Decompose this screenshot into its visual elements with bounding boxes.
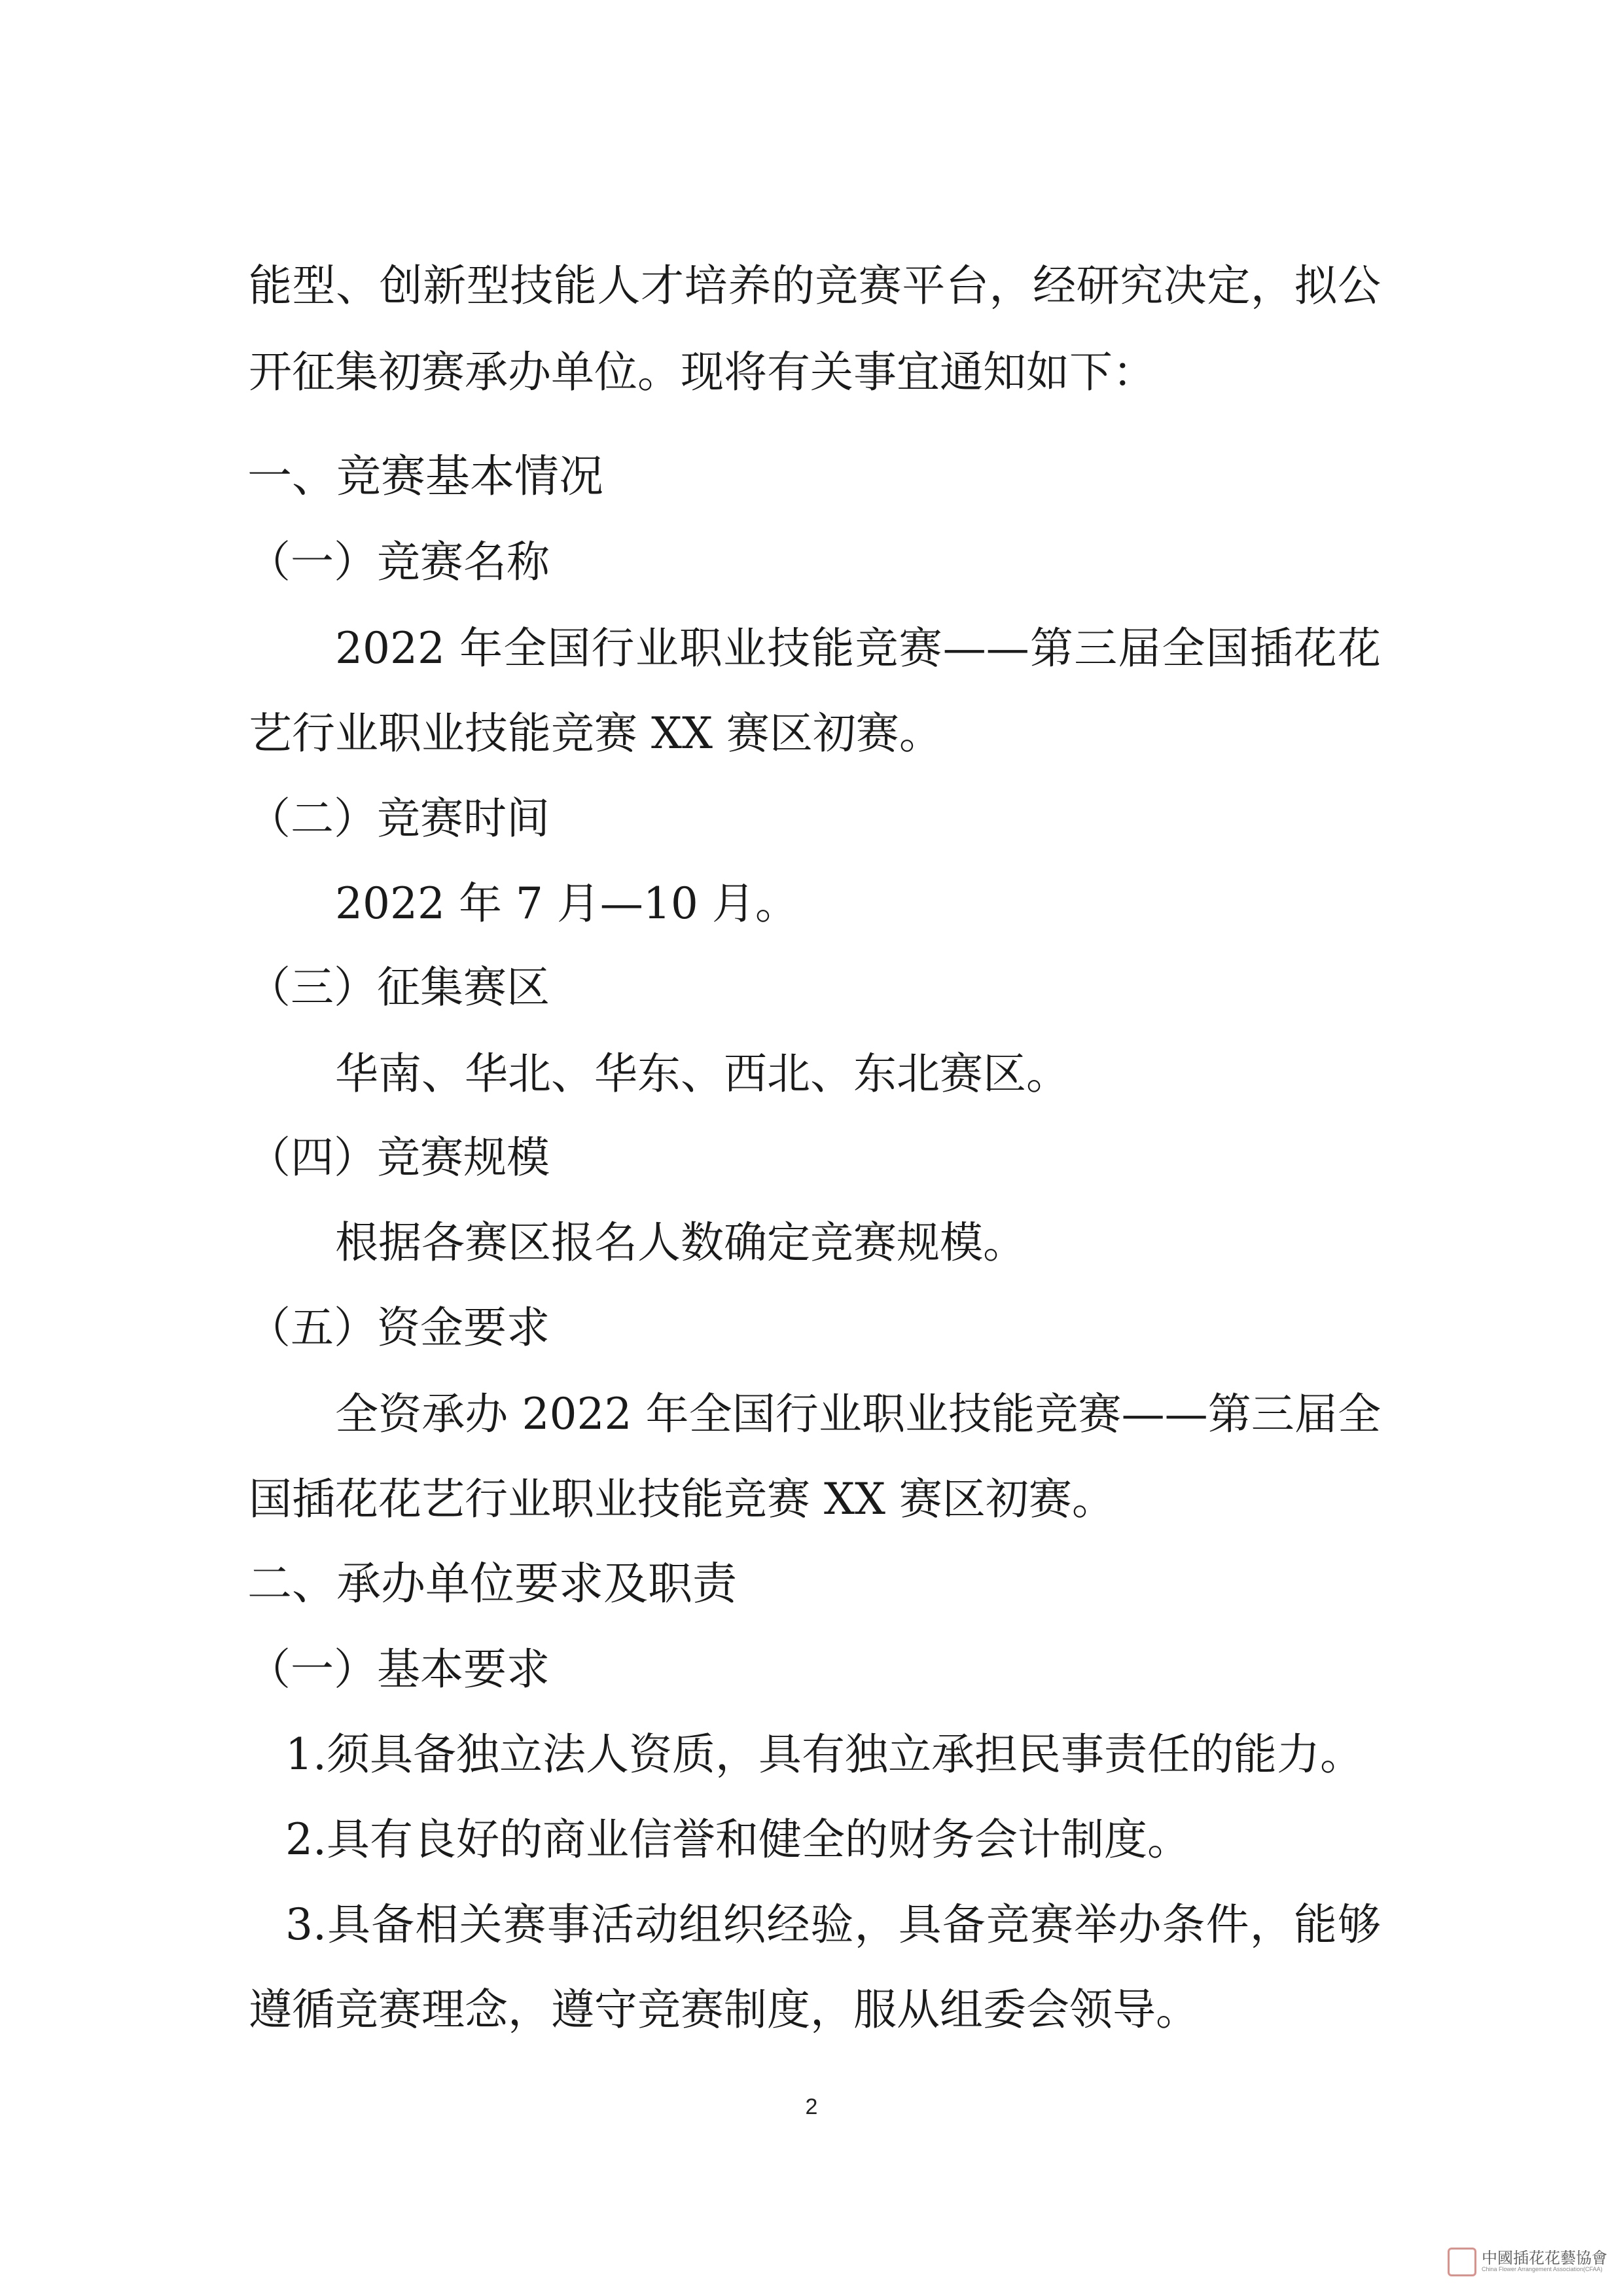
subsection-region-title: （三）征集赛区 xyxy=(247,962,550,1013)
fund-requirement-line-1: 全资承办 2022 年全国行业职业技能竞赛——第三届全 xyxy=(335,1389,1381,1439)
competition-scale-text: 根据各赛区报名人数确定竞赛规模。 xyxy=(335,1217,1026,1268)
intro-line-1: 能型、创新型技能人才培养的竞赛平台，经研究决定，拟公 xyxy=(249,260,1381,311)
seal-icon xyxy=(1448,2248,1476,2276)
subsection-time-title: （二）竞赛时间 xyxy=(247,793,550,844)
requirement-item-2: 2.具有良好的商业信誉和健全的财务会计制度。 xyxy=(285,1814,1190,1865)
requirement-item-1: 1.须具备独立法人资质，具有独立承担民事责任的能力。 xyxy=(285,1729,1363,1780)
subsection-basic-title: （一）基本要求 xyxy=(247,1644,550,1695)
watermark-english: China Flower Arrangement Association(CFAA) xyxy=(1482,2266,1603,2272)
competition-time-text: 2022 年 7 月—10 月。 xyxy=(335,878,798,929)
requirement-item-3-line-2: 遵循竞赛理念，遵守竞赛制度，服从组委会领导。 xyxy=(249,1984,1199,2035)
competition-name-line-1: 2022 年全国行业职业技能竞赛——第三届全国插花花 xyxy=(335,623,1381,673)
subsection-name-title: （一）竞赛名称 xyxy=(247,537,550,587)
subsection-fund-title: （五）资金要求 xyxy=(247,1302,550,1353)
competition-name-line-2: 艺行业职业技能竞赛 XX 赛区初赛。 xyxy=(249,708,942,759)
requirement-item-3-line-1: 3.具备相关赛事活动组织经验，具备竞赛举办条件，能够 xyxy=(285,1899,1381,1950)
section-1-heading: 一、竞赛基本情况 xyxy=(247,451,604,503)
competition-region-text: 华南、华北、华东、西北、东北赛区。 xyxy=(335,1049,1069,1099)
section-2-heading: 二、承办单位要求及职责 xyxy=(247,1558,738,1610)
subsection-scale-title: （四）竞赛规模 xyxy=(247,1132,550,1183)
watermark-name: 中國插花花藝協會 xyxy=(1482,2249,1607,2267)
association-watermark xyxy=(1448,2244,1607,2283)
page-number: 2 xyxy=(805,2094,818,2119)
intro-line-2: 开征集初赛承办单位。现将有关事宜通知如下： xyxy=(249,347,1156,397)
fund-requirement-line-2: 国插花花艺行业职业技能竞赛 XX 赛区初赛。 xyxy=(249,1474,1115,1524)
